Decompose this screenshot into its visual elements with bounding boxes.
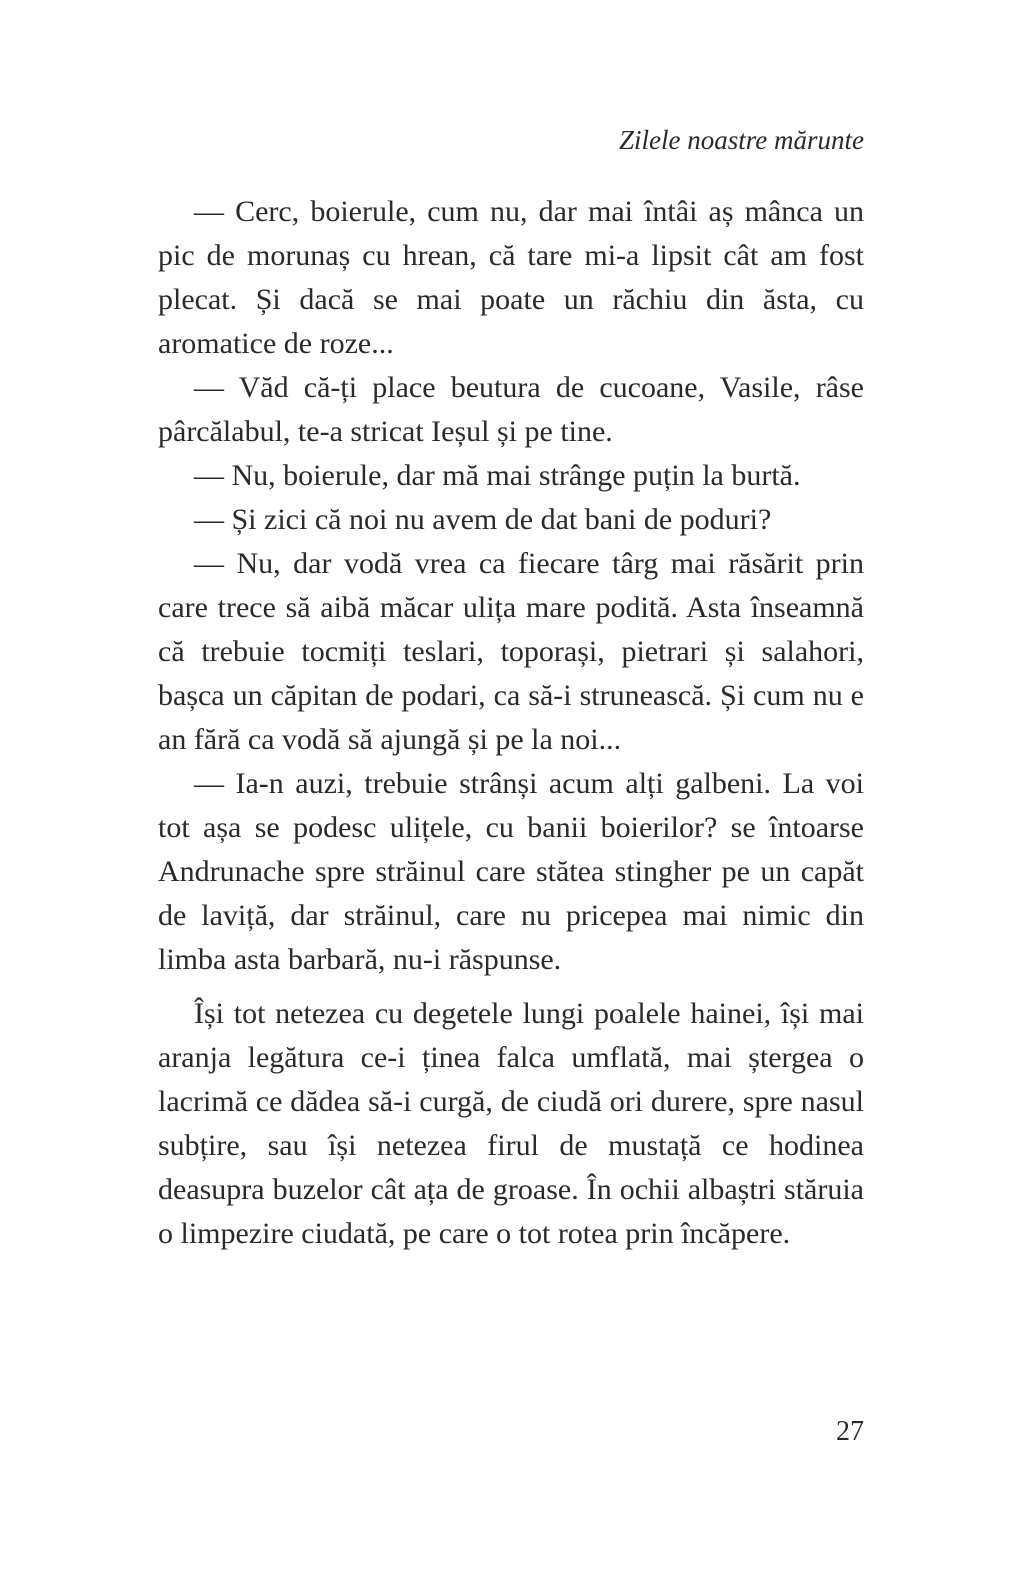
paragraph: — Nu, boierule, dar mă mai strânge puțin la burtă. [194,459,801,492]
paragraph: — Nu, dar vodă vrea ca fiecare târg mai răsărit prin care trece să aibă măcar ulița mare podită. Asta înseamnă că trebuie tocmiți teslari, toporași, pietrari și salahori, bașca un căpitan de podari, ca să-i strunească. Și cum nu e an fără ca vodă să ajungă și pe la noi... [158,547,864,756]
paragraph: — Ia-n auzi, trebuie strânși acum alți galbeni. La voi tot așa se podesc ulițele, cu banii boierilor? se întoarse Andrunache spre străinul care stătea stingher pe un capăt de laviță, dar străinul, care nu pricepea mai nimic din limba asta barbară, nu-i răspunse. [158,767,864,976]
paragraph: Își tot netezea cu degetele lungi poalele hainei, își mai aranja legătura ce-i ținea falca umflată, mai ștergea o lacrimă ce dădea să-i curgă, de ciudă ori durere, spre nasul subțire, sau își netezea firul de mustață ce hodinea deasupra buzelor cât ața de groase. În ochii albaștri stăruia o limpezire ciudată, pe care o tot rotea prin încăpere. [158,997,864,1250]
paragraph: — Cerc, boierule, cum nu, dar mai întâi aș mânca un pic de morunaș cu hrean, că tare mi-a lipsit cât am fost plecat. Și dacă se mai poate un răchiu din ăsta, cu aromatice de roze... [158,195,864,360]
running-header: Zilele noastre mărunte [619,125,864,155]
body-text [158,190,864,1256]
paragraph: — Și zici că noi nu avem de dat bani de poduri? [194,503,772,536]
page-number: 27 [836,1416,864,1447]
paragraph: — Văd că-ți place beutura de cucoane, Vasile, râse pârcălabul, te-a stricat Ieșul și pe tine. [158,371,864,448]
